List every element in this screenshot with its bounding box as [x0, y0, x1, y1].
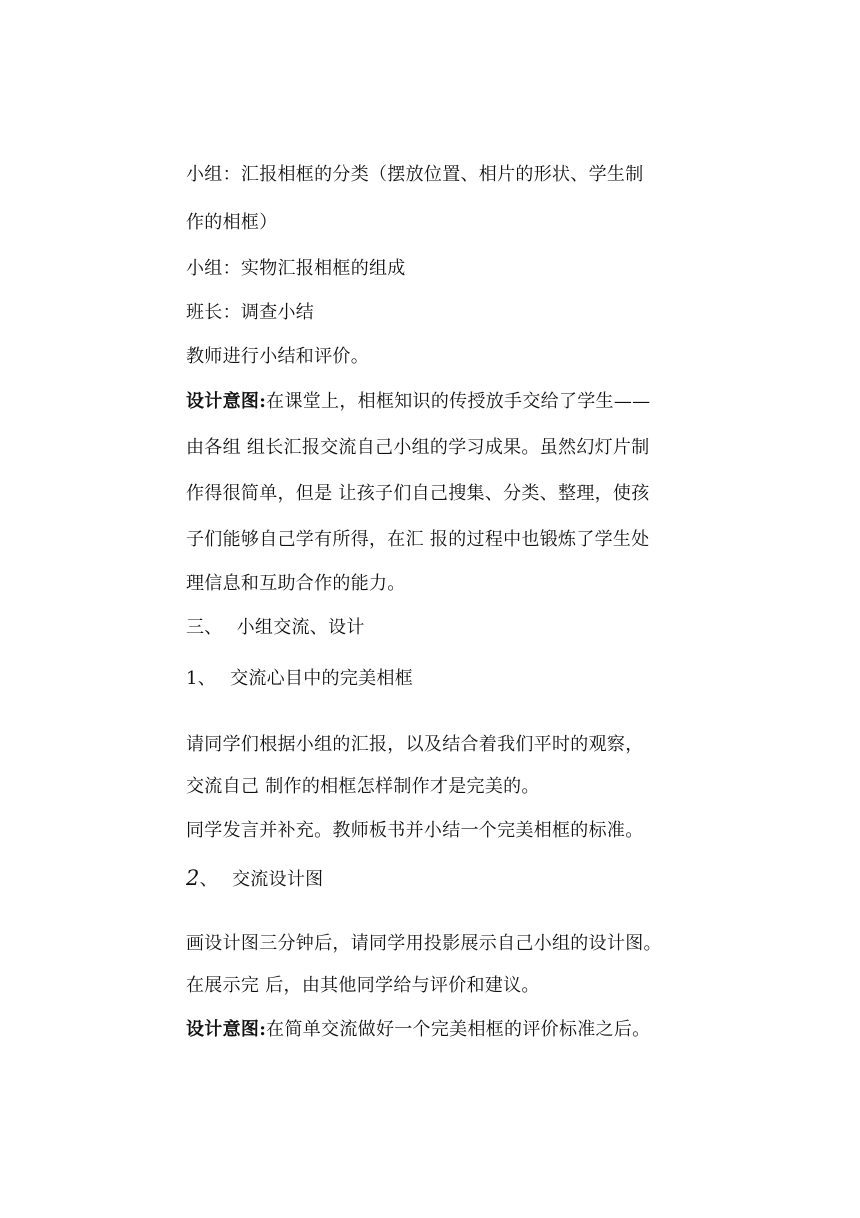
paragraph-line: 小组：实物汇报相框的组成 — [186, 258, 406, 279]
paragraph-line: 子们能够自己学有所得，在汇 报的过程中也锻炼了学生处 — [186, 529, 650, 550]
paragraph-line: 作得很简单，但是 让孩子们自己搜集、分类、整理，使孩 — [186, 483, 650, 504]
paragraph-line: 班长：调查小结 — [186, 302, 315, 323]
design-intent-text: 在课堂上，相框知识的传授放手交给了学生—— — [266, 391, 651, 412]
design-intent-label: 设计意图: — [186, 1019, 267, 1040]
item-number: 2 — [186, 866, 200, 890]
item-heading — [186, 667, 413, 691]
item-heading — [186, 866, 323, 892]
item-separator: 、 — [199, 869, 218, 890]
paragraph-line: 请同学们根据小组的汇报，以及结合着我们平时的观察， — [186, 734, 644, 755]
paragraph-line: 作的相框） — [186, 212, 278, 233]
paragraph-line: 交流自己 制作的相框怎样制作才是完美的。 — [186, 776, 540, 797]
paragraph-line: 理信息和互助合作的能力。 — [186, 573, 406, 594]
item-number: 1、 — [186, 668, 217, 689]
paragraph-line: 同学发言并补充。教师板书并小结一个完美相框的标准。 — [186, 820, 644, 841]
item-title: 交流设计图 — [231, 869, 324, 890]
design-intent-paragraph — [186, 390, 650, 414]
paragraph-line: 教师进行小结和评价。 — [186, 346, 369, 367]
section-number: 三、 — [186, 617, 223, 638]
paragraph-line: 由各组 组长汇报交流自己小组的学习成果。虽然幻灯片制 — [186, 437, 650, 458]
paragraph-line: 画设计图三分钟后，请同学用投影展示自己小组的设计图。 — [186, 933, 662, 954]
design-intent-text: 在简单交流做好一个完美相框的评价标准之后。 — [266, 1019, 651, 1040]
section-heading — [186, 616, 365, 640]
design-intent-label: 设计意图: — [186, 391, 267, 412]
design-intent-paragraph — [186, 1018, 650, 1042]
section-title: 小组交流、设计 — [236, 617, 365, 638]
paragraph-line: 小组：汇报相框的分类（摆放位置、相片的形状、学生制 — [186, 164, 644, 185]
paragraph-line: 在展示完 后，由其他同学给与评价和建议。 — [186, 975, 540, 996]
item-title: 交流心目中的完美相框 — [230, 668, 414, 689]
